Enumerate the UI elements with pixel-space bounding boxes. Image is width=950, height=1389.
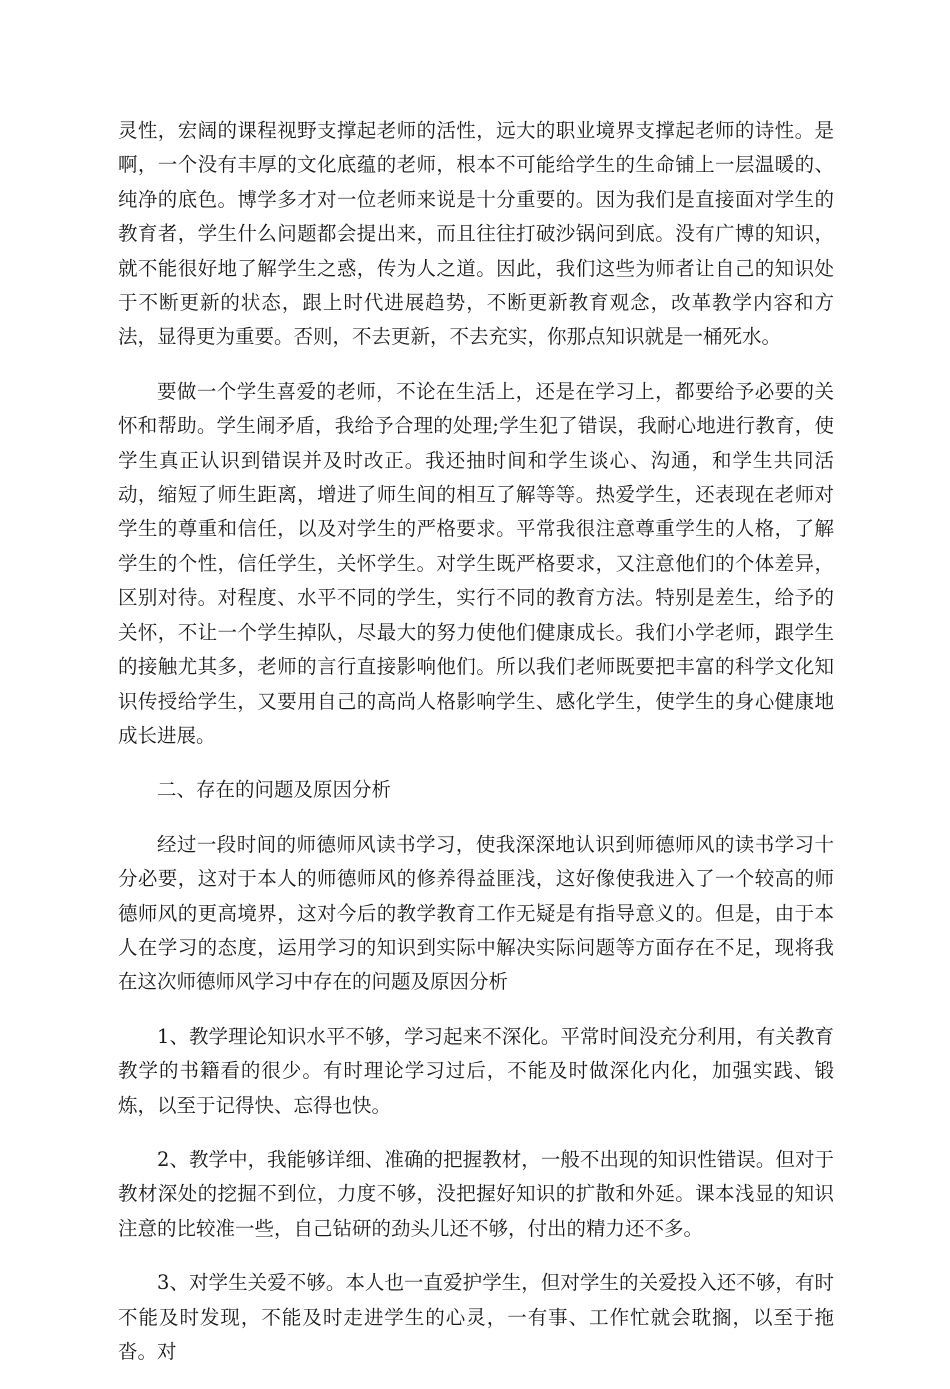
document-body <box>118 114 834 1389</box>
paragraph-study-summary: 经过一段时间的师德师风读书学习，使我深深地认识到师德师风的读书学习十分必要，这对于本人的师德师风的修养得益匪浅，这好像使我进入了一个较高的师德师风的更高境界，这对今后的教学教育工作无疑是有指导意义的。但是，由于本人在学习的态度，运用学习的知识到实际中解决实际问题等方面存在不足，现将我在这次师德师风学习中存在的问题及原因分析 <box>118 832 834 994</box>
paragraph-caring-teacher: 要做一个学生喜爱的老师，不论在生活上，还是在学习上，都要给予必要的关怀和帮助。学生闹矛盾，我给予合理的处理;学生犯了错误，我耐心地进行教育，使学生真正认识到错误并及时改正。我还抽时间和学生谈心、沟通，和学生共同活动，缩短了师生距离，增进了师生间的相互了解等等。热爱学生，还表现在老师对学生的尊重和信任，以及对学生的严格要求。平常我很注意尊重学生的人格，了解学生的个性，信任学生，关怀学生。对学生既严格要求，又注意他们的个体差异，区别对待。对程度、水平不同的学生，实行不同的教育方法。特别是差生，给予的关怀，不让一个学生掉队，尽最大的努力使他们健康成长。我们小学老师，跟学生的接触尤其多，老师的言行直接影响他们。所以我们老师既要把丰富的科学文化知识传授给学生，又要用自己的高尚人格影响学生、感化学生，使学生的身心健康地成长进展。 <box>118 379 834 747</box>
paragraph-continuation: 灵性，宏阔的课程视野支撑起老师的活性，远大的职业境界支撑起老师的诗性。是啊，一个没有丰厚的文化底蕴的老师，根本不可能给学生的生命铺上一层温暖的、纯净的底色。博学多才对一位老师来说是十分重要的。因为我们是直接面对学生的教育者，学生什么问题都会提出来，而且往往打破沙锅问到底。没有广博的知识，就不能很好地了解学生之惑，传为人之道。因此，我们这些为师者让自己的知识处于不断更新的状态，跟上时代进展趋势，不断更新教育观念，改革教学内容和方法，显得更为重要。否则，不去更新，不去充实，你那点知识就是一桶死水。 <box>118 119 834 349</box>
section-heading-problems: 二、存在的问题及原因分析 <box>157 778 392 802</box>
list-item-1: 1、教学理论知识水平不够，学习起来不深化。平常时间没充分利用，有关教育教学的书籍看的很少。有时理论学习过后，不能及时做深化内化，加强实践、锻炼，以至于记得快、忘得也快。 <box>118 1024 834 1117</box>
list-item-2: 2、教学中，我能够详细、准确的把握教材，一般不出现的知识性错误。但对于教材深处的挖掘不到位，力度不够，没把握好知识的扩散和外延。课本浅显的知识注意的比较准一些，自己钻研的劲头儿还不够，付出的精力还不多。 <box>118 1147 834 1240</box>
list-item-3: 3、对学生关爱不够。本人也一直爱护学生，但对学生的关爱投入还不够，有时不能及时发现，不能及时走进学生的心灵，一有事、工作忙就会耽搁，以至于拖沓。对 <box>118 1271 834 1363</box>
